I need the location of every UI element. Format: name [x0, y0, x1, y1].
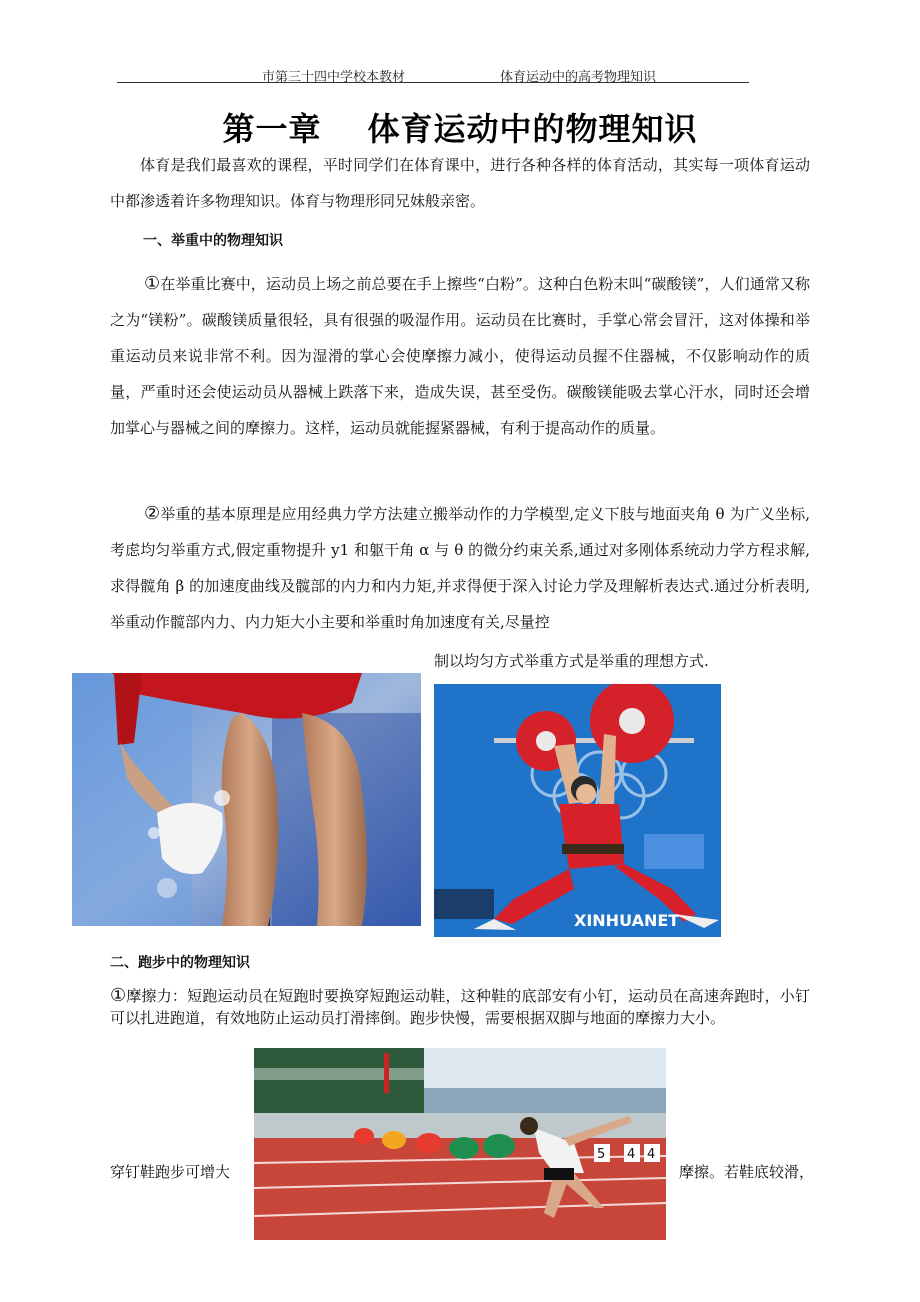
lane-number: 5 — [597, 1147, 606, 1162]
header-school-name: 市第三十四中学校本教材 — [262, 70, 406, 85]
chapter-name: 体育运动中的物理知识 — [367, 110, 698, 148]
caption-left: 穿钉鞋跑步可增大 — [110, 1163, 231, 1181]
section1-item2-text: 举重的基本原理是应用经典力学方法建立搬举动作的力学模型,定义下肢与地面夹角 θ 为广义坐标,考虑均匀举重方式,假定重物提升 y1 和躯干角 α 与 θ 的微分约束关系,通过对多刚体系统动力学方程求解,求得髋角 β 的加速度曲线及髋部的内力和内力矩,并求得便于深入讨论力学及理解析表达式.通过分析表明,举重动作髋部内力、内力矩大小主要和举重时角加速度有关,尽量控 — [110, 505, 811, 631]
section2-heading: 二、跑步中的物理知识 — [110, 955, 250, 971]
lane-number: 4 — [647, 1147, 656, 1162]
photo-sprint-start — [254, 1048, 666, 1240]
chapter-number: 第一章 — [222, 110, 322, 148]
lane-number: 4 — [627, 1147, 636, 1162]
header-rule — [117, 82, 749, 83]
section1-item2-tail: 制以均匀方式举重方式是举重的理想方式. — [434, 652, 709, 670]
caption-right: 摩擦。若鞋底较滑， — [679, 1163, 815, 1181]
photo-chalk-hands — [72, 673, 421, 926]
intro-paragraph: 体育是我们最喜欢的课程，平时同学们在体育课中，进行各种各样的体育活动，其实每一项体育运动中都渗透着许多物理知识。体育与物理形同兄妹般亲密。 — [110, 156, 810, 210]
watermark-text: XINHUANET — [574, 911, 680, 930]
photo-weightlifter — [434, 684, 721, 937]
section2-item1-text: 摩擦力：短跑运动员在短跑时要换穿短跑运动鞋，这种鞋的底部安有小钉，运动员在高速奔跑时，小钉可以扎进跑道，有效地防止运动员打滑摔倒。跑步快慢，需要根据双脚与地面的摩擦力大小。 — [110, 987, 810, 1027]
section2-item1 — [110, 985, 810, 1029]
page-title — [0, 104, 920, 150]
item-number-circle: ① — [144, 273, 161, 294]
section1-item1 — [110, 266, 810, 446]
section1-item1-text: 在举重比赛中，运动员上场之前总要在手上擦些“白粉”。这种白色粉末叫“碳酸镁”，人们通常又称之为“镁粉”。碳酸镁质量很轻，具有很强的吸湿作用。运动员在比赛时，手掌心常会冒汗，这对体操和举重运动员来说非常不利。因为湿滑的掌心会使摩擦力减小，使得运动员握不住器械，不仅影响动作的质量，严重时还会使运动员从器械上跌落下来，造成失误，甚至受伤。碳酸镁能吸去掌心汗水，同时还会增加掌心与器械之间的摩擦力。这样，运动员就能握紧器械，有利于提高动作的质量。 — [110, 275, 810, 437]
header-book-title: 体育运动中的高考物理知识 — [500, 70, 657, 85]
section1-heading: 一、举重中的物理知识 — [143, 233, 283, 249]
item-number-circle: ② — [144, 503, 161, 524]
item-number-circle: ① — [110, 985, 127, 1006]
section1-item2 — [110, 496, 810, 640]
